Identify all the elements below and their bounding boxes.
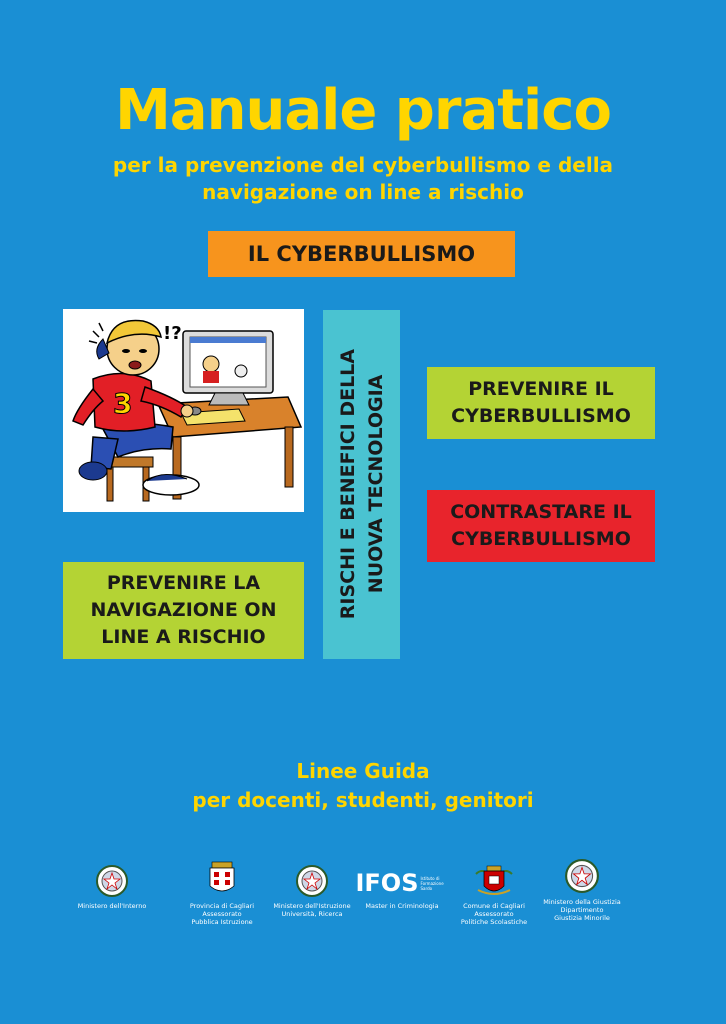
section-contrastare-cyberbullismo — [427, 490, 655, 562]
guidelines-line-1: Linee Guida — [296, 759, 430, 783]
section-rischi-benefici — [323, 310, 400, 659]
navigazione-line-1: PREVENIRE LA — [106, 572, 261, 594]
logo-ministero-istruzione — [262, 864, 362, 918]
province-coat-of-arms-icon — [206, 860, 238, 898]
boy-at-computer-icon — [63, 309, 304, 512]
logo-caption: Ministero della Giustizia — [543, 898, 621, 906]
logo-caption: Politiche Scolastiche — [460, 918, 528, 926]
logo-caption: Università, Ricerca — [281, 910, 343, 918]
logo-caption: Pubblica Istruzione — [191, 918, 253, 926]
subtitle-line-2: navigazione on line a rischio — [202, 180, 524, 204]
institution-logos — [77, 858, 660, 938]
rischi-line-2: NUOVA TECNOLOGIA — [364, 375, 387, 594]
page-title: Manuale pratico — [115, 78, 611, 143]
logo-ministero-interno — [62, 864, 162, 910]
guidelines-heading — [0, 757, 726, 815]
navigazione-line-2: NAVIGAZIONE ON — [90, 599, 277, 621]
section-prevenire-navigazione — [63, 562, 304, 659]
subtitle-line-1: per la prevenzione del cyberbullismo e della — [112, 153, 614, 177]
logo-caption: Assessorato — [474, 910, 514, 918]
contrastare-line-2: CYBERBULLISMO — [451, 528, 631, 550]
guidelines-line-2: per docenti, studenti, genitori — [192, 788, 534, 812]
section-cyberbullismo — [208, 231, 515, 277]
prevenire-cyber-line-2: CYBERBULLISMO — [451, 405, 631, 427]
ifos-brand-small: Istituto di Formazione Sardo — [420, 875, 444, 891]
republic-emblem-icon — [95, 864, 129, 898]
republic-emblem-icon — [295, 864, 329, 898]
logo-caption: Provincia di Cagliari — [189, 902, 255, 910]
logo-caption: Ministero dell'Interno — [77, 902, 147, 910]
rischi-line-1: RISCHI E BENEFICI DELLA — [336, 349, 359, 620]
section-cyberbullismo-label: IL CYBERBULLISMO — [247, 241, 476, 266]
boy-at-computer-illustration — [63, 309, 304, 512]
logo-provincia-cagliari — [172, 860, 272, 926]
logo-caption: Assessorato — [202, 910, 242, 918]
republic-emblem-icon — [564, 858, 600, 894]
logo-ministero-giustizia — [532, 858, 632, 922]
section-prevenire-cyberbullismo — [427, 367, 655, 439]
logo-caption: Master in Criminologia — [365, 902, 439, 910]
logo-caption: Ministero dell'Istruzione — [273, 902, 351, 910]
logo-ifos — [352, 868, 452, 910]
exclamation-mark: !? — [163, 323, 182, 344]
logo-caption: Giustizia Minorile — [554, 914, 610, 922]
section-rischi-label — [334, 349, 390, 619]
logo-caption: Comune di Cagliari — [463, 902, 525, 910]
page-subtitle — [60, 152, 666, 206]
ifos-logo-icon — [352, 868, 452, 898]
shirt-number: 3 — [113, 387, 133, 420]
ifos-brand: IFOS — [355, 869, 419, 897]
logo-comune-cagliari — [444, 864, 544, 926]
logo-caption: Dipartimento — [560, 906, 604, 914]
contrastare-line-1: CONTRASTARE IL — [450, 501, 632, 523]
prevenire-cyber-line-1: PREVENIRE IL — [468, 378, 614, 400]
city-coat-of-arms-icon — [474, 864, 514, 898]
navigazione-line-3: LINE A RISCHIO — [101, 626, 266, 648]
